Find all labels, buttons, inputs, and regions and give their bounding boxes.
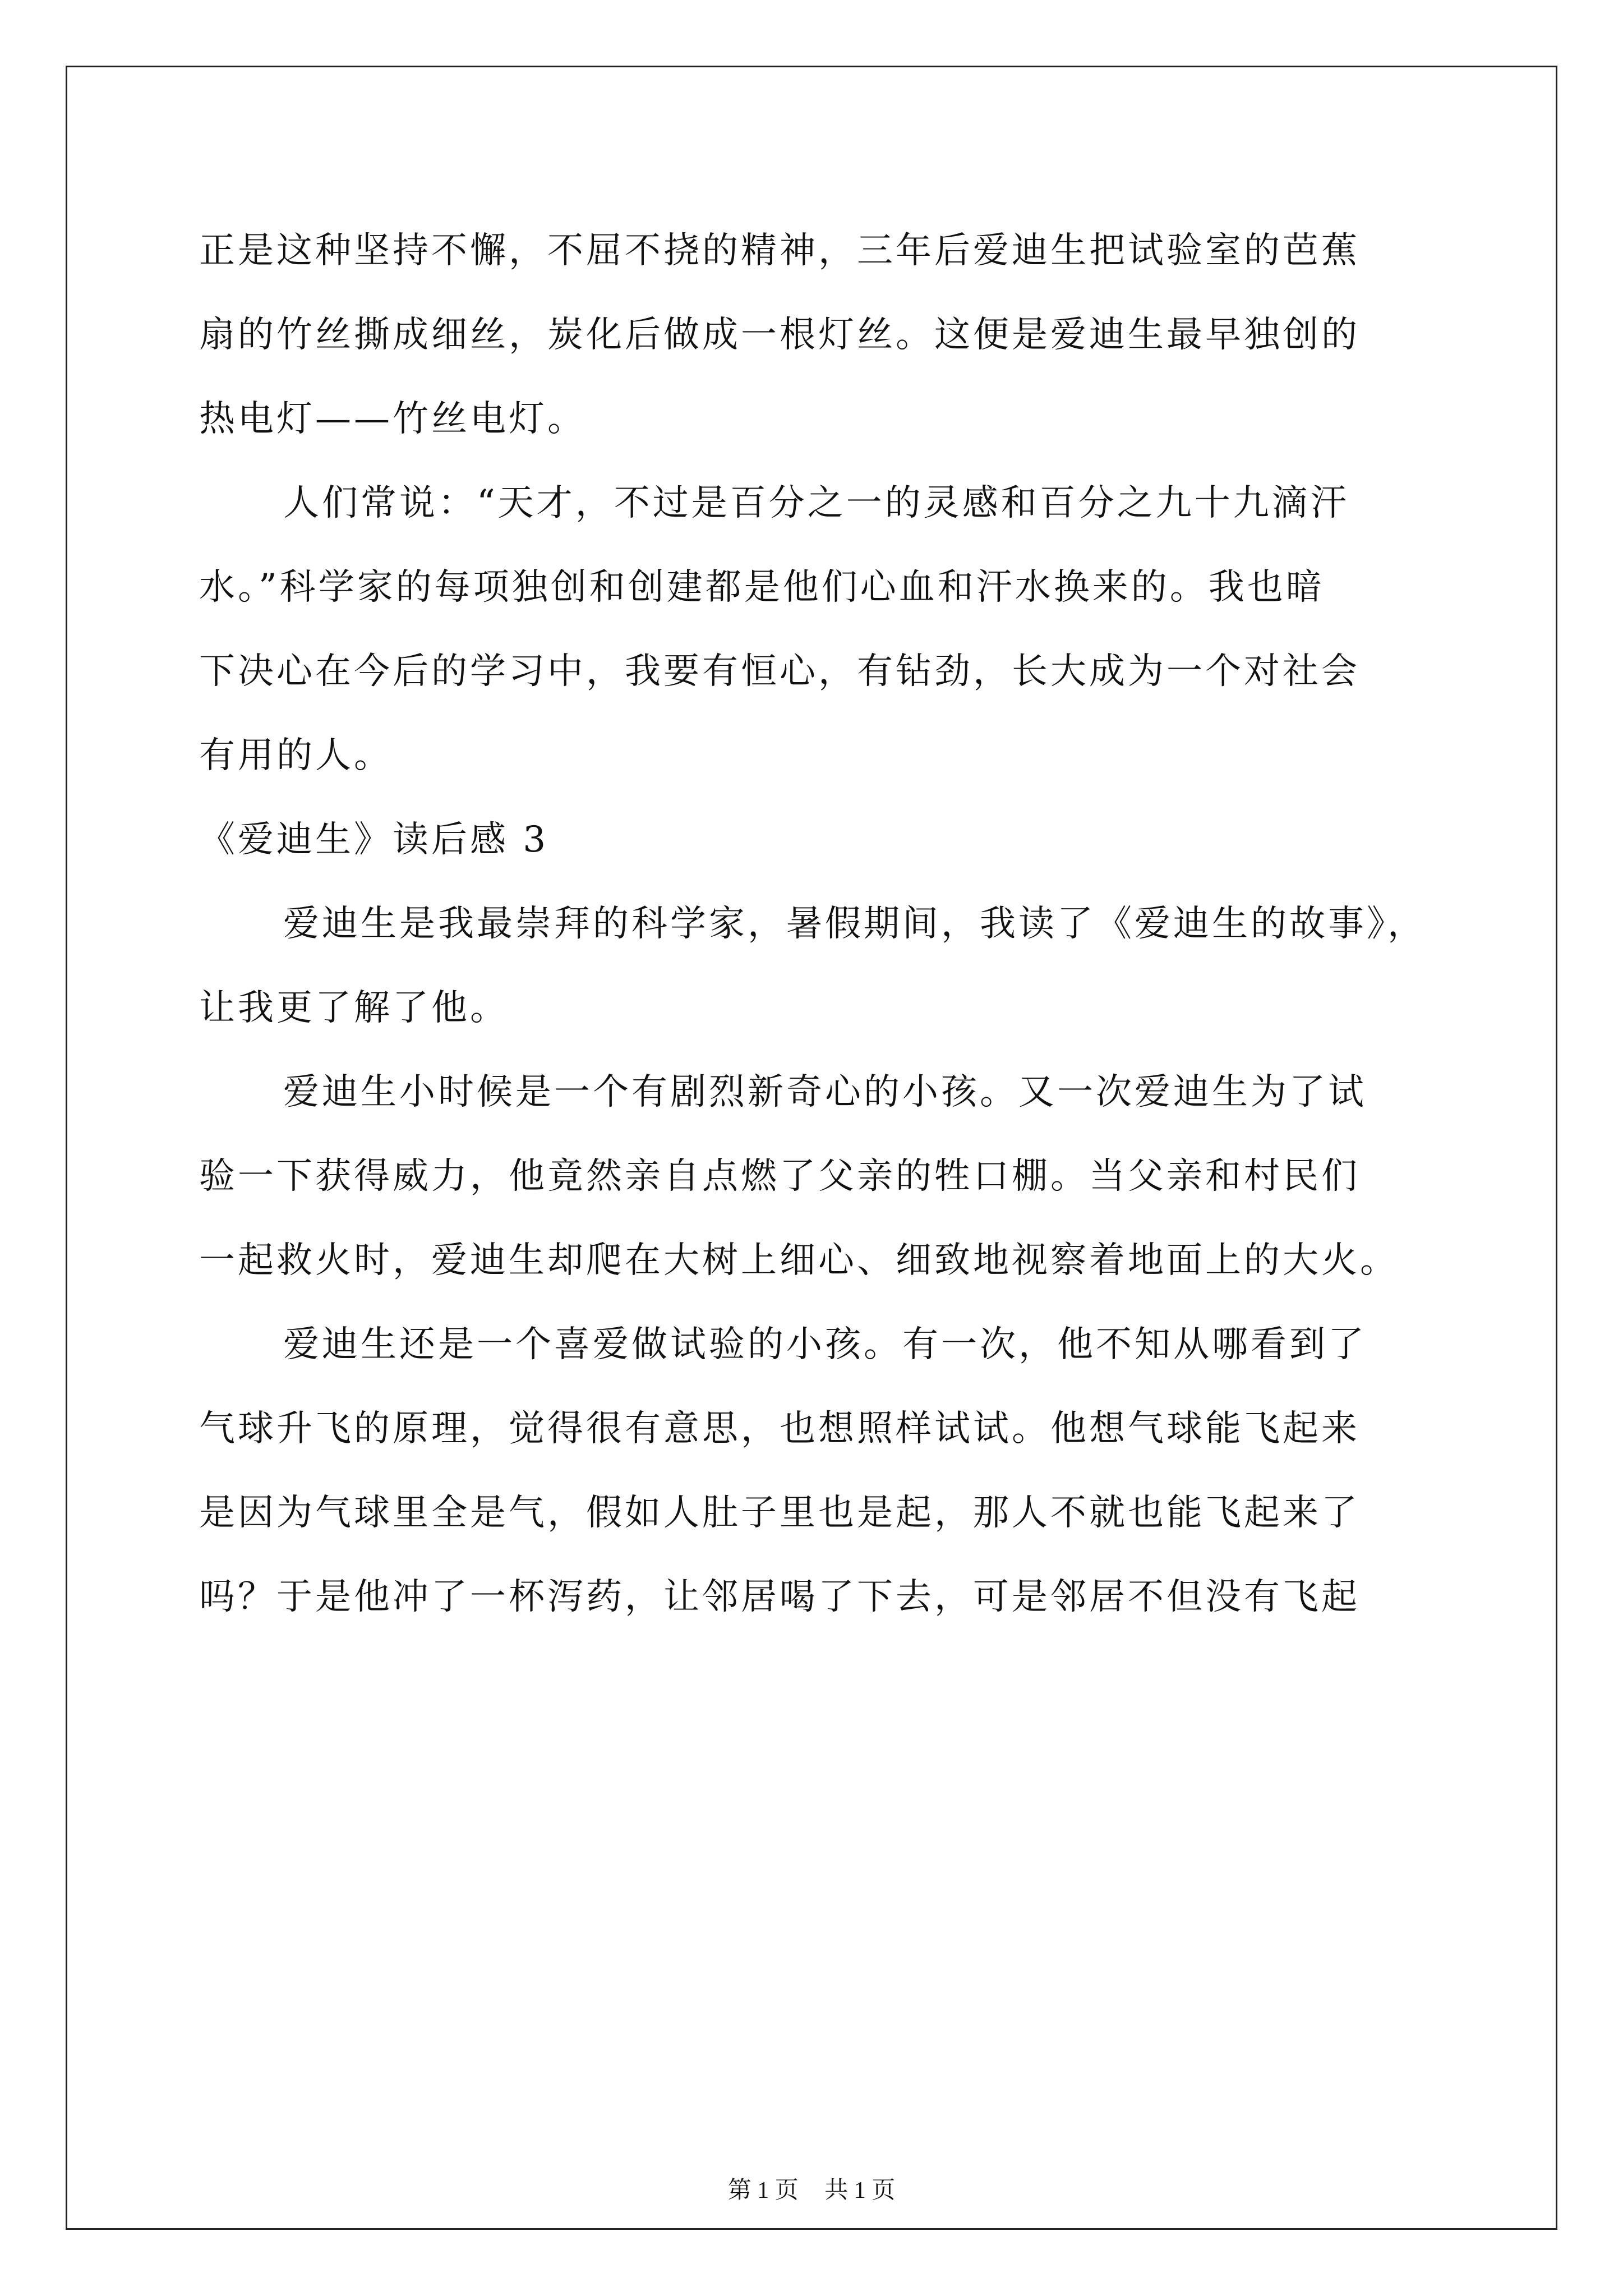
text-line: 人们常说：“天才，不过是百分之一的灵感和百分之九十九滴汗	[283, 482, 1349, 524]
text-line: 一起救火时，爱迪生却爬在大树上细心、细致地视察着地面上的大火。	[199, 1240, 1399, 1281]
text-line: 爱迪生还是一个喜爱做试验的小孩。有一次，他不知从哪看到了	[283, 1324, 1367, 1365]
text-line: 让我更了解了他。	[199, 987, 509, 1029]
page-number: 第 1 页	[727, 2178, 799, 2203]
text-line: 水。”科学家的每项独创和创建都是他们心血和汗水换来的。我也暗	[199, 567, 1325, 608]
page-total: 共 1 页	[824, 2178, 896, 2203]
text-line: 吗？于是他冲了一杯泻药，让邻居喝了下去，可是邻居不但没有飞起	[199, 1576, 1360, 1618]
section-heading: 《爱迪生》读后感 3	[199, 819, 549, 861]
page-border	[66, 66, 1557, 2230]
text-line: 爱迪生是我最崇拜的科学家，暑假期间，我读了《爱迪生的故事》，	[283, 903, 1426, 945]
text-line: 气球升飞的原理，觉得很有意思，也想照样试试。他想气球能飞起来	[199, 1408, 1360, 1450]
text-line: 爱迪生小时候是一个有剧烈新奇心的小孩。又一次爱迪生为了试	[283, 1071, 1367, 1113]
text-line: 下决心在今后的学习中，我要有恒心，有钻劲，长大成为一个对社会	[199, 651, 1360, 692]
text-line: 有用的人。	[199, 735, 393, 776]
text-line: 扇的竹丝撕成细丝，炭化后做成一根灯丝。这便是爱迪生最早独创的	[199, 314, 1360, 356]
page-footer	[0, 2175, 1623, 2206]
text-line: 正是这种坚持不懈，不屈不挠的精神，三年后爱迪生把试验室的芭蕉	[199, 230, 1360, 272]
text-line: 验一下获得威力，他竟然亲自点燃了父亲的牲口棚。当父亲和村民们	[199, 1156, 1360, 1197]
text-line: 是因为气球里全是气，假如人肚子里也是起，那人不就也能飞起来了	[199, 1492, 1360, 1534]
text-line: 热电灯——竹丝电灯。	[199, 398, 586, 440]
